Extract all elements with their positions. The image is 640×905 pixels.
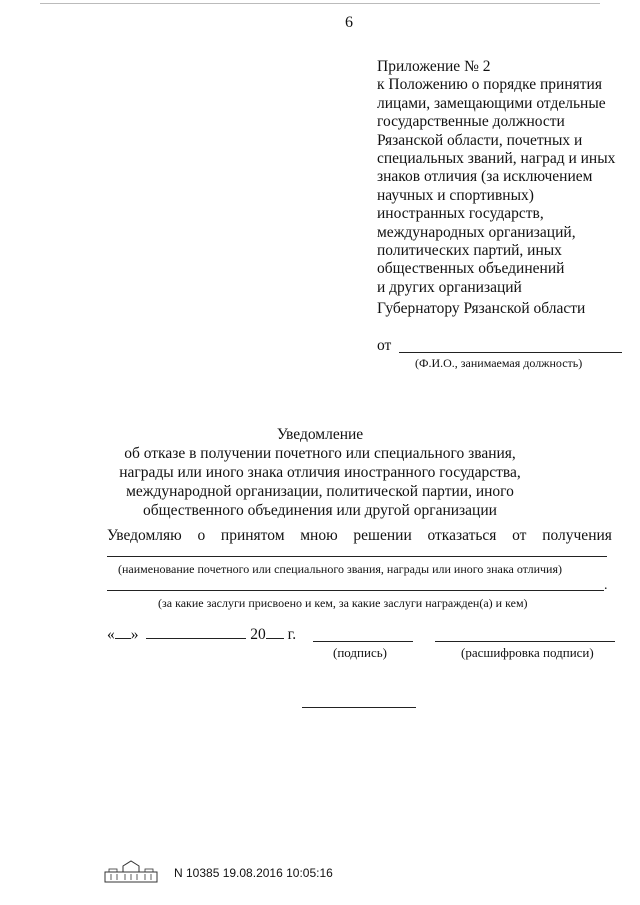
appendix-line: Приложение № 2 (377, 58, 491, 75)
appendix-line: Рязанской области, почетных и (377, 131, 583, 149)
year-fill-line[interactable] (266, 638, 284, 639)
appendix-line: лицами, замещающими отдельные (377, 94, 606, 112)
date-row (107, 626, 296, 644)
appendix-line: знаков отличия (за исключением (377, 168, 593, 186)
from-row (377, 337, 622, 357)
title-line: общественного объединения или другой организации (143, 502, 497, 519)
merit-fill-line[interactable] (107, 590, 604, 591)
appendix-line: международных организаций, (377, 223, 576, 241)
notify-word: решении (353, 527, 412, 544)
from-caption: (Ф.И.О., занимаемая должность) (415, 356, 583, 370)
addressee: Губернатору Рязанской области (377, 300, 586, 317)
decoding-caption: (расшифровка подписи) (461, 645, 594, 660)
title-line: международной организации, политической партии, иного (126, 483, 514, 500)
page-number: 6 (345, 14, 353, 31)
from-fill-line[interactable] (399, 352, 622, 353)
notify-word: принятом (220, 527, 285, 544)
signature-caption: (подпись) (333, 645, 387, 660)
decoding-fill-line[interactable] (435, 641, 615, 642)
notify-word: мною (300, 527, 338, 544)
appendix-line: к Положению о порядке принятия (377, 76, 602, 94)
award-name-caption: (наименование почетного или специального звания, награды или иного знака отличия) (118, 562, 562, 576)
appendix-line: иностранных государств, (377, 205, 544, 223)
title-line: награды или иного знака отличия иностранного государства, (119, 464, 521, 481)
merit-caption: (за какие заслуги присвоено и кем, за какие заслуги награжден(а) и кем) (158, 596, 528, 610)
title-line: об отказе в получении почетного или специального звания, (124, 445, 516, 462)
appendix-line: общественных объединений (377, 260, 565, 278)
year-prefix: 20 (250, 626, 266, 643)
appendix-line: и других организаций (377, 278, 522, 296)
title-heading: Уведомление (276, 426, 364, 443)
from-label: от (377, 337, 392, 354)
scan-artifact (40, 3, 600, 4)
signature-fill-line[interactable] (313, 641, 413, 642)
award-name-fill-line[interactable] (107, 556, 607, 557)
notify-word: о (197, 527, 206, 544)
document-registration-id: N 10385 19.08.2016 10:05:16 (174, 866, 333, 880)
notice-title (100, 425, 540, 520)
notify-word: от (512, 527, 527, 544)
year-suffix: г. (287, 626, 297, 643)
notify-word: получения (542, 527, 612, 544)
notify-word: Уведомляю (107, 527, 182, 544)
end-separator-line (302, 707, 416, 708)
month-fill-line[interactable] (146, 638, 246, 639)
appendix-line: государственные должности (377, 113, 565, 131)
notify-sentence (107, 527, 612, 545)
date-quote-open: « (107, 626, 115, 643)
line-end-period: . (604, 578, 608, 593)
day-fill-line[interactable] (115, 638, 131, 639)
notify-word: отказаться (427, 527, 497, 544)
building-stamp-icon (103, 858, 159, 884)
appendix-line: политических партий, иных (377, 242, 562, 260)
appendix-line: специальных званий, наград и иных (377, 150, 616, 168)
appendix-line: научных и спортивных) (377, 186, 534, 204)
appendix-block (377, 58, 615, 297)
date-quote-close: » (130, 626, 139, 643)
